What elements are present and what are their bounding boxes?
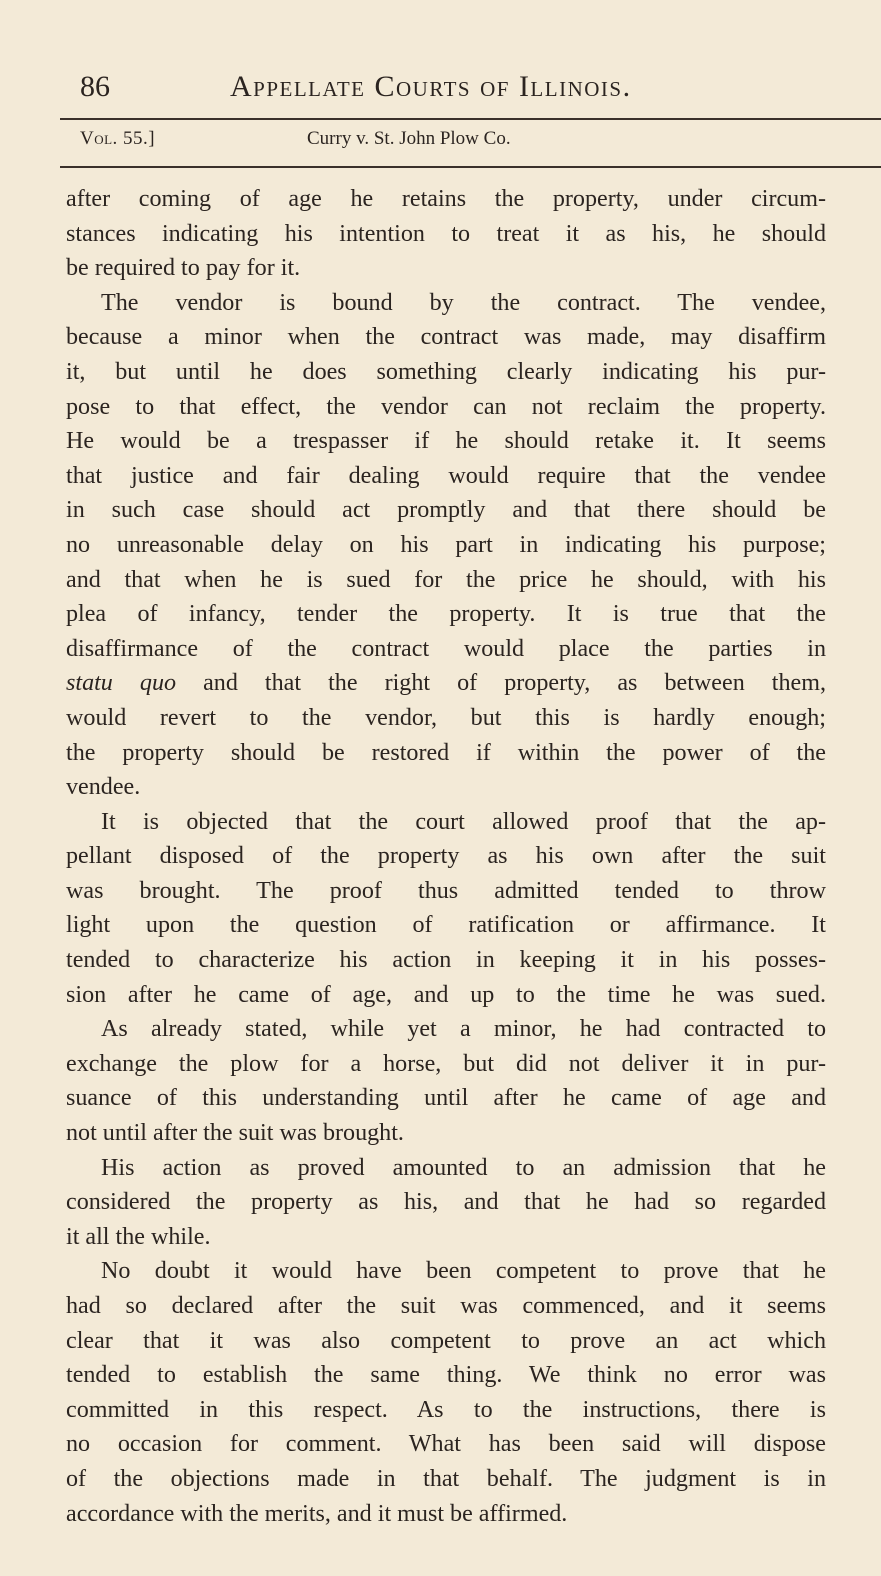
- text-line: pose to that effect, the vendor can not reclaim the property.: [66, 393, 826, 420]
- body-text: [66, 182, 826, 1531]
- text-line: He would be a trespasser if he should retake it. It seems: [66, 428, 826, 455]
- header-rule-top: [60, 118, 881, 120]
- text-line: and that when he is sued for the price he should, with his: [66, 566, 826, 593]
- case-title: Curry v. St. John Plow Co.: [307, 128, 511, 149]
- text-line: be required to pay for it.: [66, 255, 301, 282]
- text-line: [66, 666, 826, 701]
- text-line: it, but until he does something clearly indicating his pur-: [66, 358, 826, 385]
- text-line: not until after the suit was brought.: [66, 1120, 404, 1147]
- text-line: disaffirmance of the contract would place the parties in: [66, 635, 826, 662]
- page-number: 86: [80, 70, 110, 103]
- text-line: would revert to the vendor, but this is hardly enough;: [66, 704, 826, 731]
- text-line: clear that it was also competent to prove an act which: [66, 1327, 826, 1354]
- latin-phrase: statu quo: [66, 670, 177, 697]
- running-title: Appellate Courts of Illinois.: [230, 70, 632, 103]
- text-line: pellant disposed of the property as his own after the suit: [66, 843, 826, 870]
- text-line: that justice and fair dealing would require that the vendee: [66, 462, 826, 489]
- sub-header: [80, 128, 880, 158]
- text-line: tended to characterize his action in keeping it in his posses-: [66, 947, 826, 974]
- text-line: No doubt it would have been competent to prove that he: [101, 1258, 826, 1285]
- text-line: light upon the question of ratification or affirmance. It: [66, 912, 826, 939]
- text-line: because a minor when the contract was made, may disaffirm: [66, 324, 826, 351]
- text-line: sion after he came of age, and up to the time he was sued.: [66, 981, 826, 1008]
- text-line: committed in this respect. As to the instructions, there is: [66, 1396, 826, 1423]
- text-line: His action as proved amounted to an admission that he: [101, 1154, 826, 1181]
- text-line: As already stated, while yet a minor, he had contracted to: [101, 1016, 826, 1043]
- text-fragment: and that the right of property, as between them,: [176, 670, 826, 697]
- text-line: after coming of age he retains the property, under circum-: [66, 186, 826, 212]
- text-line: plea of infancy, tender the property. It is true that the: [66, 601, 826, 628]
- text-line: The vendor is bound by the contract. The vendee,: [101, 289, 826, 316]
- text-line: stances indicating his intention to treat it as his, he should: [66, 220, 826, 247]
- page-header: [80, 70, 880, 110]
- text-line: no unreasonable delay on his part in indicating his purpose;: [66, 531, 826, 558]
- text-line: of the objections made in that behalf. The judgment is in: [66, 1465, 826, 1492]
- header-rule-bottom: [60, 166, 881, 168]
- text-line: accordance with the merits, and it must be affirmed.: [66, 1500, 568, 1527]
- text-line: tended to establish the same thing. We think no error was: [66, 1362, 826, 1389]
- text-line: considered the property as his, and that he had so regarded: [66, 1189, 826, 1216]
- text-line: exchange the plow for a horse, but did not deliver it in pur-: [66, 1050, 826, 1077]
- text-line: had so declared after the suit was commenced, and it seems: [66, 1293, 826, 1319]
- text-line: vendee.: [66, 774, 141, 801]
- text-line: the property should be restored if within the power of the: [66, 739, 826, 766]
- text-line: suance of this understanding until after he came of age and: [66, 1085, 826, 1112]
- text-line: was brought. The proof thus admitted tended to throw: [66, 877, 826, 904]
- volume-label: Vol. 55.]: [80, 128, 156, 149]
- text-line: in such case should act promptly and that there should be: [66, 497, 826, 524]
- text-line: it all the while.: [66, 1223, 211, 1250]
- text-line: no occasion for comment. What has been said will dispose: [66, 1431, 826, 1458]
- text-line: It is objected that the court allowed proof that the ap-: [101, 808, 826, 835]
